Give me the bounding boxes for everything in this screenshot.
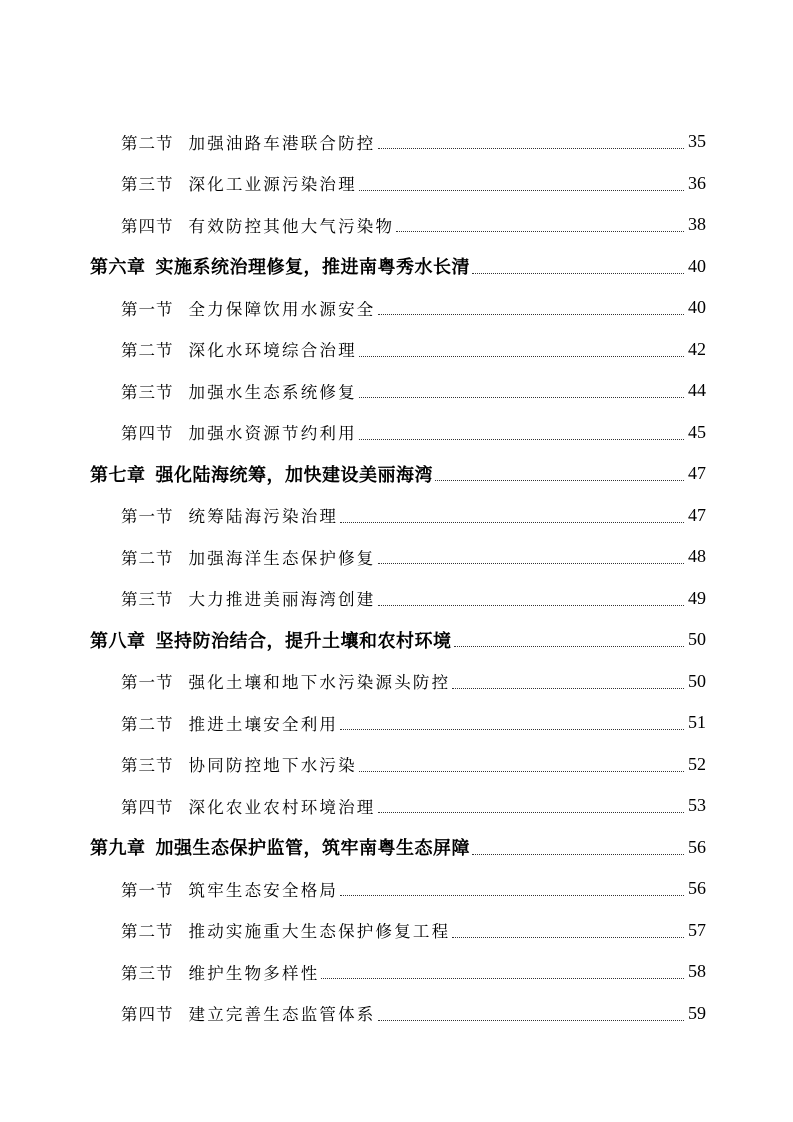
- chapter-title: 实施系统治理修复，推进南粤秀水长清: [155, 257, 470, 279]
- section-title: 加强油路车港联合防控: [188, 133, 376, 153]
- section-title: 强化土壤和地下水污染源头防控: [188, 673, 451, 693]
- section-title: 统筹陆海污染治理: [188, 507, 339, 527]
- section-title: 深化工业源污染治理: [188, 175, 357, 195]
- toc-chapter-entry[interactable]: [0, 827, 793, 869]
- section-number: 第三节: [121, 590, 174, 610]
- toc-section-entry[interactable]: [0, 495, 793, 537]
- dot-leader: [472, 854, 684, 855]
- page-number: 58: [688, 961, 706, 982]
- section-number: 第一节: [121, 299, 174, 319]
- toc-section-entry[interactable]: [0, 661, 793, 703]
- page-number: 49: [688, 587, 706, 608]
- page-number: 35: [688, 131, 706, 152]
- chapter-number: 第六章: [90, 257, 146, 279]
- section-number: 第三节: [121, 382, 174, 402]
- section-number: 第一节: [121, 673, 174, 693]
- section-title: 深化水环境综合治理: [188, 341, 357, 361]
- page-number: 57: [688, 919, 706, 940]
- page-number: 53: [688, 795, 706, 816]
- section-number: 第二节: [121, 922, 174, 942]
- section-number: 第三节: [121, 963, 174, 983]
- toc-section-entry[interactable]: [0, 329, 793, 371]
- toc-chapter-entry[interactable]: [0, 246, 793, 288]
- toc-section-entry[interactable]: [0, 951, 793, 993]
- dot-leader: [378, 563, 685, 564]
- page-number: 40: [688, 297, 706, 318]
- section-number: 第一节: [121, 507, 174, 527]
- toc-section-entry[interactable]: [0, 993, 793, 1035]
- toc-section-entry[interactable]: [0, 578, 793, 620]
- toc-section-entry[interactable]: [0, 121, 793, 163]
- section-title: 大力推进美丽海湾创建: [188, 590, 376, 610]
- toc-section-entry[interactable]: [0, 287, 793, 329]
- toc-section-entry[interactable]: [0, 204, 793, 246]
- page-number: 47: [688, 463, 706, 484]
- dot-leader: [359, 397, 684, 398]
- toc-section-entry[interactable]: [0, 910, 793, 952]
- toc-chapter-entry[interactable]: [0, 619, 793, 661]
- page-number: 59: [688, 1002, 706, 1023]
- chapter-title: 强化陆海统筹，加快建设美丽海湾: [155, 464, 433, 486]
- page-number: 56: [688, 878, 706, 899]
- section-number: 第四节: [121, 797, 174, 817]
- dot-leader: [378, 148, 685, 149]
- dot-leader: [359, 439, 684, 440]
- page-number: 36: [688, 172, 706, 193]
- dot-leader: [378, 314, 685, 315]
- dot-leader: [359, 771, 684, 772]
- section-number: 第一节: [121, 880, 174, 900]
- page-number: 38: [688, 214, 706, 235]
- section-number: 第二节: [121, 341, 174, 361]
- page-number: 47: [688, 504, 706, 525]
- section-number: 第二节: [121, 714, 174, 734]
- chapter-number: 第七章: [90, 464, 146, 486]
- dot-leader: [321, 978, 684, 979]
- dot-leader: [359, 356, 684, 357]
- section-number: 第二节: [121, 133, 174, 153]
- section-number: 第三节: [121, 756, 174, 776]
- dot-leader: [378, 1020, 685, 1021]
- chapter-title: 坚持防治结合，提升土壤和农村环境: [155, 630, 452, 652]
- section-title: 有效防控其他大气污染物: [188, 216, 395, 236]
- dot-leader: [472, 273, 684, 274]
- page-number: 52: [688, 753, 706, 774]
- dot-leader: [340, 522, 684, 523]
- section-title: 协同防控地下水污染: [188, 756, 357, 776]
- page-number: 42: [688, 338, 706, 359]
- dot-leader: [359, 190, 684, 191]
- section-title: 加强水资源节约利用: [188, 424, 357, 444]
- toc-section-entry[interactable]: [0, 744, 793, 786]
- toc-section-entry[interactable]: [0, 868, 793, 910]
- dot-leader: [454, 646, 685, 647]
- toc-section-entry[interactable]: [0, 370, 793, 412]
- dot-leader: [452, 688, 684, 689]
- section-title: 加强水生态系统修复: [188, 382, 357, 402]
- section-title: 深化农业农村环境治理: [188, 797, 376, 817]
- section-title: 推动实施重大生态保护修复工程: [188, 922, 451, 942]
- dot-leader: [378, 812, 685, 813]
- table-of-contents: [0, 121, 793, 1034]
- toc-section-entry[interactable]: [0, 702, 793, 744]
- section-number: 第四节: [121, 1005, 174, 1025]
- page-number: 45: [688, 421, 706, 442]
- toc-section-entry[interactable]: [0, 163, 793, 205]
- section-title: 筑牢生态安全格局: [188, 880, 339, 900]
- section-title: 维护生物多样性: [188, 963, 320, 983]
- page-number: 48: [688, 546, 706, 567]
- page-number: 44: [688, 380, 706, 401]
- chapter-number: 第八章: [90, 630, 146, 652]
- section-title: 全力保障饮用水源安全: [188, 299, 376, 319]
- toc-section-entry[interactable]: [0, 412, 793, 454]
- section-title: 推进土壤安全利用: [188, 714, 339, 734]
- section-title: 建立完善生态监管体系: [188, 1005, 376, 1025]
- section-number: 第四节: [121, 424, 174, 444]
- dot-leader: [435, 480, 684, 481]
- page-number: 56: [688, 836, 706, 857]
- dot-leader: [396, 231, 684, 232]
- page-number: 51: [688, 712, 706, 733]
- section-title: 加强海洋生态保护修复: [188, 548, 376, 568]
- chapter-number: 第九章: [90, 838, 146, 860]
- page-number: 40: [688, 255, 706, 276]
- dot-leader: [378, 605, 685, 606]
- toc-section-entry[interactable]: [0, 536, 793, 578]
- chapter-title: 加强生态保护监管，筑牢南粤生态屏障: [155, 838, 470, 860]
- page-number: 50: [688, 629, 706, 650]
- page-number: 50: [688, 670, 706, 691]
- dot-leader: [340, 729, 684, 730]
- section-number: 第二节: [121, 548, 174, 568]
- dot-leader: [452, 937, 684, 938]
- section-number: 第三节: [121, 175, 174, 195]
- toc-section-entry[interactable]: [0, 785, 793, 827]
- toc-chapter-entry[interactable]: [0, 453, 793, 495]
- section-number: 第四节: [121, 216, 174, 236]
- dot-leader: [340, 895, 684, 896]
